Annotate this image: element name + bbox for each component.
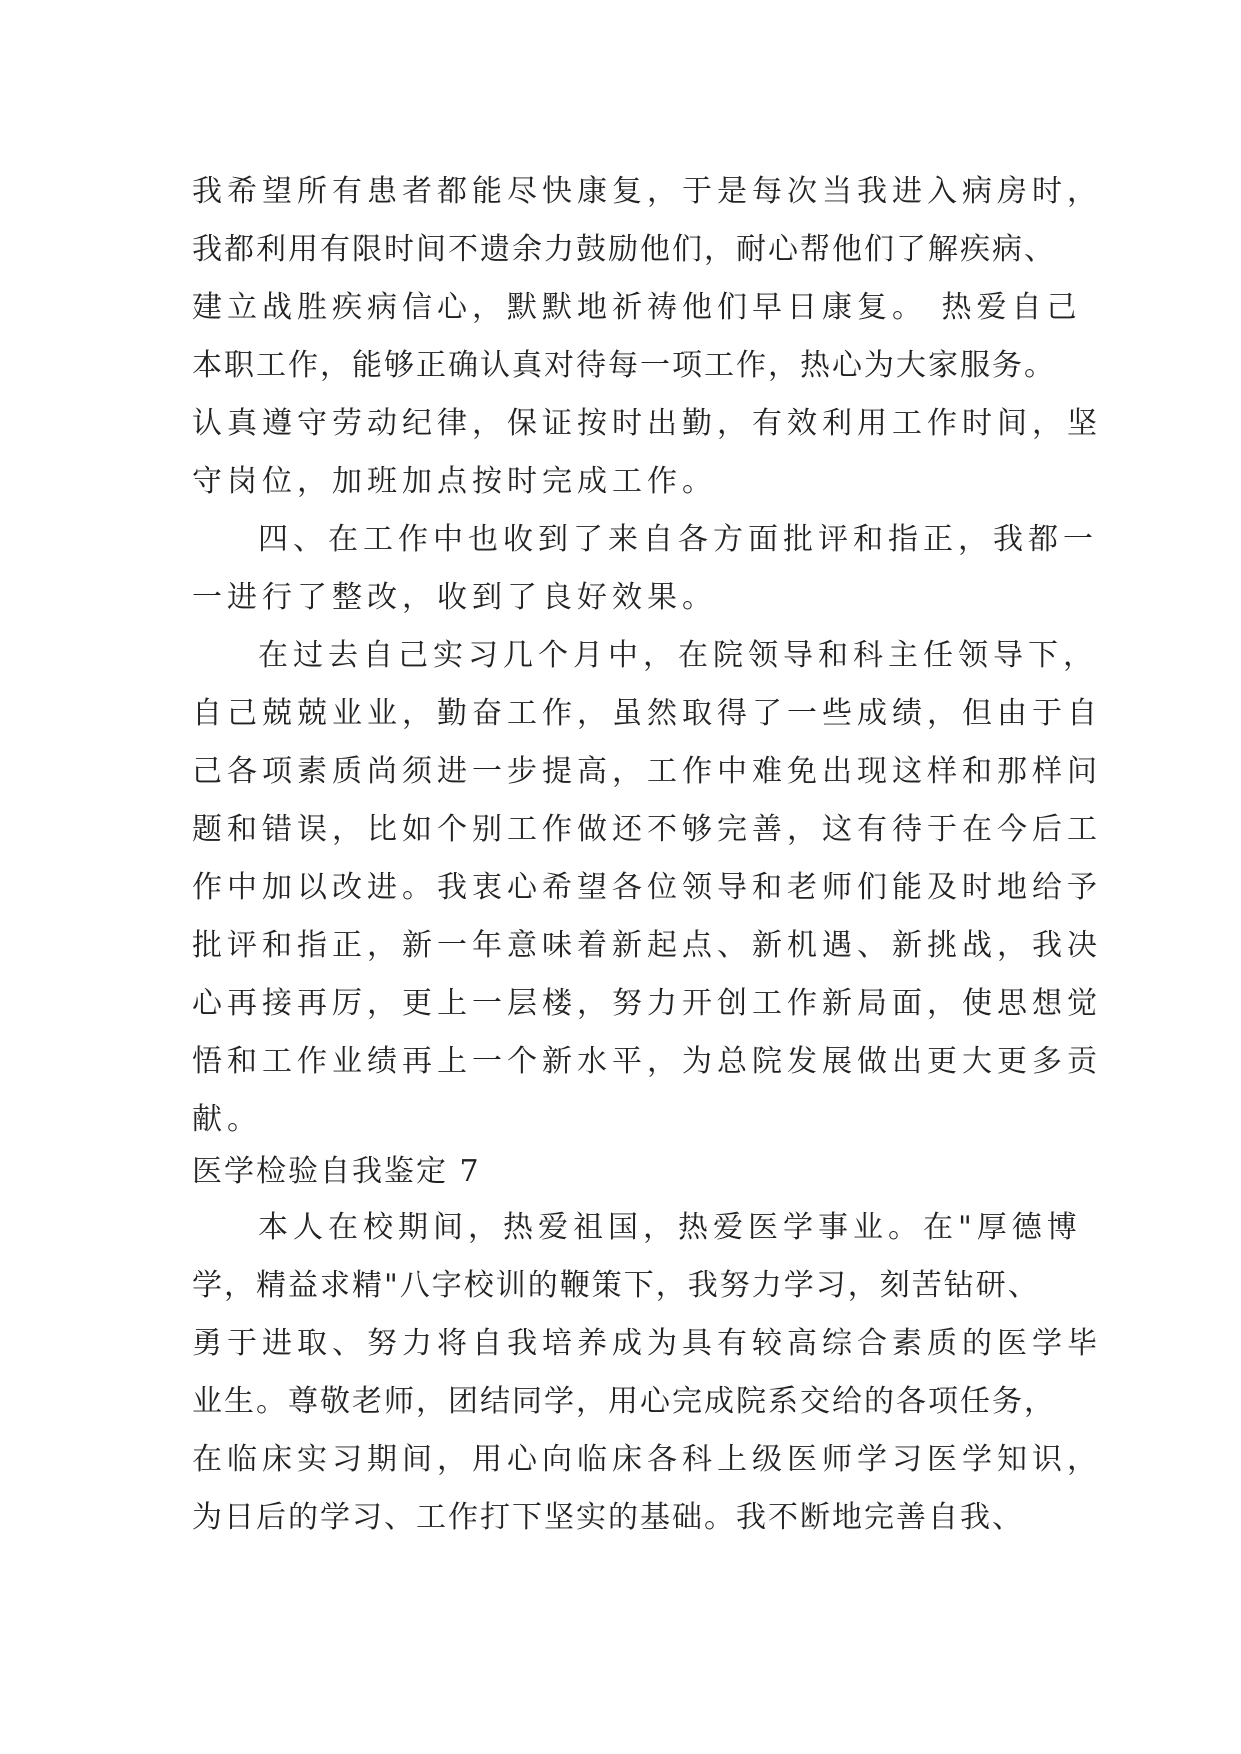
text-line: 作中加以改进。我衷心希望各位领导和老师们能及时地给予	[192, 870, 1102, 905]
text-line: 己各项素质尚须进一步提高，工作中难免出现这样和那样问	[192, 754, 1102, 789]
text-line: 悟和工作业绩再上一个新水平，为总院发展做出更大更多贡	[192, 1044, 1102, 1079]
text-line: 为日后的学习、工作打下坚实的基础。我不断地完善自我、	[192, 1500, 1024, 1535]
paragraph-start-line: 在过去自己实习几个月中，在院领导和科主任领导下，	[258, 638, 1098, 673]
text-line: 本职工作，能够正确认真对待每一项工作，热心为大家服务。	[192, 348, 1056, 383]
text-line: 我希望所有患者都能尽快康复，于是每次当我进入病房时，	[192, 174, 1102, 209]
text-line: 批评和指正，新一年意味着新起点、新机遇、新挑战，我决	[192, 928, 1102, 963]
text-line: 题和错误，比如个别工作做还不够完善，这有待于在今后工	[192, 812, 1102, 847]
section-heading: 医学检验自我鉴定 7	[192, 1154, 481, 1189]
text-line: 学，精益求精"八字校训的鞭策下，我努力学习，刻苦钻研、	[192, 1268, 1040, 1303]
text-line: 献。	[192, 1102, 262, 1137]
text-line: 建立战胜疾病信心，默默地祈祷他们早日康复。 热爱自己	[192, 290, 1082, 325]
paragraph-start-line: 四、在工作中也收到了来自各方面批评和指正，我都一	[258, 522, 1098, 557]
text-line: 心再接再厉，更上一层楼，努力开创工作新局面，使思想觉	[192, 986, 1102, 1021]
text-line: 守岗位，加班加点按时完成工作。	[192, 464, 717, 499]
text-line: 我都利用有限时间不遗余力鼓励他们，耐心帮他们了解疾病、	[192, 232, 1056, 267]
text-line: 业生。尊敬老师，团结同学，用心完成院系交给的各项任务，	[192, 1384, 1056, 1419]
text-line: 自己兢兢业业，勤奋工作，虽然取得了一些成绩，但由于自	[192, 696, 1102, 731]
text-line: 认真遵守劳动纪律，保证按时出勤，有效利用工作时间，坚	[192, 406, 1102, 441]
paragraph-start-line: 本人在校期间，热爱祖国，热爱医学事业。在"厚德博	[258, 1210, 1082, 1245]
text-line: 在临床实习期间，用心向临床各科上级医师学习医学知识，	[192, 1442, 1102, 1477]
text-line: 勇于进取、努力将自我培养成为具有较高综合素质的医学毕	[192, 1326, 1102, 1361]
text-line: 一进行了整改，收到了良好效果。	[192, 580, 717, 615]
